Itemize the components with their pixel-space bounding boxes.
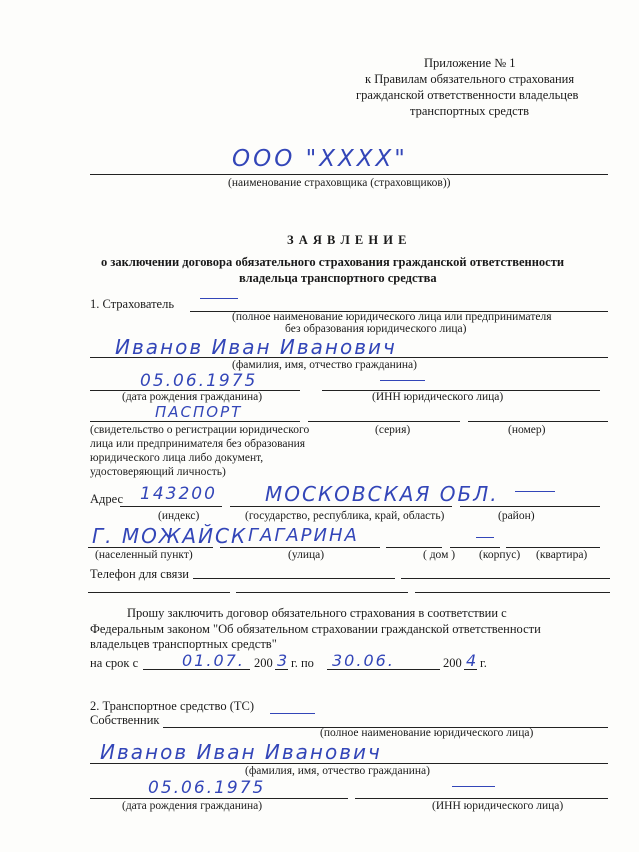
end-year-underline: [464, 669, 477, 670]
owner-name-underline: [90, 763, 608, 764]
full-name-caption: (фамилия, имя, отчество гражданина): [232, 359, 417, 371]
phone-field-5[interactable]: [415, 592, 610, 593]
document-caption-2: лица или предпринимателя без образования: [90, 438, 306, 450]
street-caption: (улица): [288, 549, 325, 561]
building-underline: [450, 547, 500, 548]
policyholder-org-caption-2: без образования юридического лица): [285, 323, 467, 335]
term-start-date-field[interactable]: 01.07.: [182, 651, 245, 670]
building-field[interactable]: [476, 537, 494, 538]
vehicle-section-label: 2. Транспортное средство (ТС): [90, 699, 254, 713]
policyholder-org-field[interactable]: [200, 298, 238, 299]
postcode-underline: [120, 506, 222, 507]
end-date-underline: [327, 669, 440, 670]
start-date-underline: [143, 669, 250, 670]
document-subtitle-1: о заключении договора обязательного страхования гражданской ответственности: [101, 255, 565, 269]
inn-caption: (ИНН юридического лица): [372, 391, 504, 403]
document-subtitle-2: владельца транспортного средства: [239, 271, 437, 285]
street-underline: [220, 547, 380, 548]
phone-field-2[interactable]: [401, 578, 610, 579]
region-field[interactable]: МОСКОВСКАЯ ОБЛ.: [265, 482, 499, 506]
start-year-underline: [275, 669, 288, 670]
end-year-field[interactable]: 4: [466, 651, 477, 670]
address-label: Адрес: [90, 492, 124, 506]
policyholder-org-caption-1: (полное наименование юридического лица или предпринимателя: [232, 311, 552, 323]
document-caption-1: (свидетельство о регистрации юридического: [90, 424, 310, 436]
insurer-underline: [90, 174, 608, 175]
request-line-1: Прошу заключить договор обязательного страхования в соответствии с: [127, 606, 507, 620]
rules-line-3: транспортных средств: [410, 104, 530, 118]
start-year-field[interactable]: 3: [277, 651, 288, 670]
document-caption-3: юридического лица либо документ,: [90, 452, 264, 464]
series-caption: (серия): [375, 424, 411, 436]
document-caption-4: удостоверяющий личность): [90, 466, 226, 478]
owner-birth-date-caption: (дата рождения гражданина): [122, 800, 263, 812]
birth-date-caption: (дата рождения гражданина): [122, 391, 263, 403]
document-underline: [90, 421, 300, 422]
end-year-prefix: 200: [443, 656, 462, 670]
phone-field-3[interactable]: [88, 592, 230, 593]
city-underline: [88, 547, 213, 548]
number-field[interactable]: [468, 421, 608, 422]
term-end-date-field[interactable]: 30.06.: [332, 651, 395, 670]
apartment-field[interactable]: [506, 547, 600, 548]
owner-inn-caption: (ИНН юридического лица): [432, 800, 564, 812]
document-title: З А Я В Л Е Н И Е: [287, 233, 408, 247]
phone-field-4[interactable]: [236, 592, 408, 593]
full-name-underline: [90, 357, 608, 358]
city-caption: (населенный пункт): [95, 549, 193, 561]
owner-org-field[interactable]: [270, 713, 315, 714]
postcode-caption: (индекс): [158, 510, 200, 522]
rules-line-1: к Правилам обязательного страхования: [365, 72, 575, 86]
policyholder-inn-field[interactable]: [380, 380, 425, 381]
owner-full-name-field[interactable]: Иванов Иван Иванович: [100, 740, 382, 764]
term-suffix: г.: [480, 656, 487, 670]
appendix-number: Приложение № 1: [424, 56, 516, 70]
policyholder-label: 1. Страхователь: [90, 297, 175, 311]
owner-inn-underline: [355, 798, 608, 799]
phone-label: Телефон для связи: [90, 567, 189, 581]
insurer-name-field[interactable]: ООО "XXXX": [232, 146, 408, 172]
house-field[interactable]: [386, 547, 442, 548]
policyholder-full-name-field[interactable]: Иванов Иван Иванович: [115, 335, 397, 359]
region-underline: [230, 506, 452, 507]
series-field[interactable]: [308, 421, 460, 422]
house-caption: ( дом ): [423, 549, 456, 561]
owner-org-caption: (полное наименование юридического лица): [320, 727, 534, 739]
district-caption: (район): [498, 510, 535, 522]
street-field[interactable]: ГАГАРИНА: [248, 525, 359, 546]
phone-field-1[interactable]: [193, 578, 395, 579]
request-line-2: Федеральным законом "Об обязательном страховании гражданской ответственности: [90, 622, 541, 636]
start-year-prefix: 200: [254, 656, 273, 670]
rules-line-2: гражданской ответственности владельцев: [356, 88, 579, 102]
owner-full-name-caption: (фамилия, имя, отчество гражданина): [245, 765, 430, 777]
number-caption: (номер): [508, 424, 546, 436]
policyholder-birth-date-field[interactable]: 05.06.1975: [140, 371, 258, 391]
insurer-caption: (наименование страховщика (страховщиков)): [228, 177, 451, 189]
district-underline: [460, 506, 600, 507]
owner-birth-date-underline: [90, 798, 348, 799]
request-line-3: владельцев транспортных средств": [90, 637, 277, 651]
term-prefix: на срок с: [90, 656, 139, 670]
term-middle: г. по: [291, 656, 314, 670]
id-document-field[interactable]: ПАСПОРТ: [155, 403, 243, 421]
postcode-field[interactable]: 143200: [140, 484, 217, 504]
apartment-caption: (квартира): [536, 549, 588, 561]
district-field[interactable]: [515, 491, 555, 492]
region-caption: (государство, республика, край, область): [245, 510, 445, 522]
city-field[interactable]: Г. МОЖАЙСК: [92, 524, 248, 548]
owner-birth-date-field[interactable]: 05.06.1975: [148, 778, 266, 798]
building-caption: (корпус): [479, 549, 521, 561]
owner-inn-field[interactable]: [452, 786, 495, 787]
owner-label: Собственник: [90, 713, 160, 727]
